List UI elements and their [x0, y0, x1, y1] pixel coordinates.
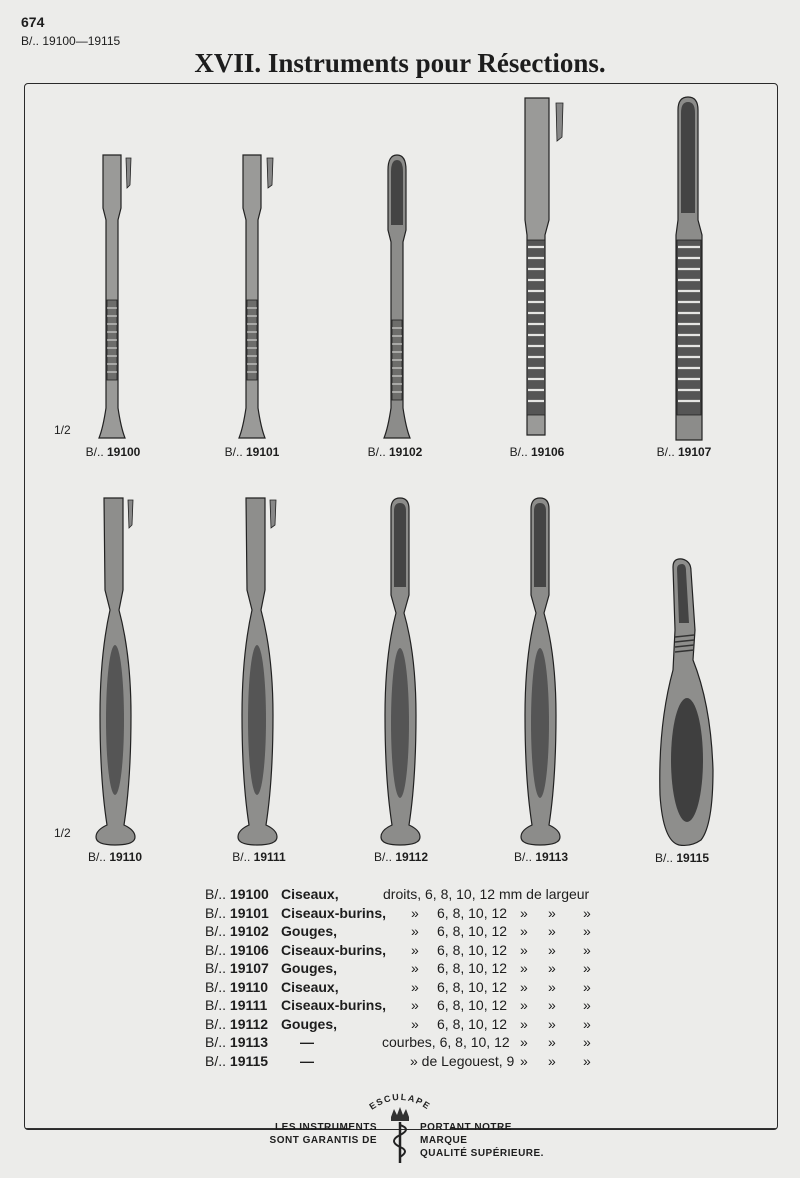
figure-caption: B/.. 19106: [509, 445, 565, 459]
figure-caption: B/.. 19102: [367, 445, 423, 459]
figure-caption: B/.. 19115: [654, 851, 710, 865]
chisel-19110-illustration: [95, 495, 140, 850]
chisel-19101-illustration: [235, 150, 280, 445]
scale-note-top: 1/2: [54, 423, 71, 437]
chisel-19111-illustration: [237, 495, 282, 850]
page-range: B/.. 19100—19115: [21, 34, 121, 48]
gouge-19112-illustration: [380, 495, 422, 850]
figure-caption: B/.. 19100: [85, 445, 141, 459]
figure-caption: B/.. 19107: [656, 445, 712, 459]
page-title: XVII. Instruments pour Résections.: [194, 48, 606, 78]
warranty-text-left: LES INSTRUMENTS SONT GARANTIS DE: [269, 1122, 377, 1146]
figure-caption: B/.. 19110: [87, 850, 143, 864]
spec-qualifier: droits, 6, 8, 10, 12 mm de largeur: [383, 886, 590, 902]
chisel-19106-illustration: [515, 95, 575, 445]
page-number: 674: [21, 14, 45, 30]
spec-name: Ciseaux,: [281, 886, 339, 902]
svg-text:ESCULAPE: ESCULAPE: [367, 1091, 433, 1112]
gouge-19107-illustration: [668, 95, 708, 445]
warranty-text-right: PORTANT NOTRE MARQUE QUALITÉ SUPÉRIEURE.: [420, 1122, 544, 1159]
gouge-19113-illustration: [520, 495, 562, 850]
figure-caption: B/.. 19113: [513, 850, 569, 864]
gouge-19115-illustration: [655, 555, 720, 855]
figure-caption: B/.. 19111: [232, 850, 286, 864]
scale-note-bottom: 1/2: [54, 826, 71, 840]
figure-caption: B/.. 19112: [373, 850, 429, 864]
figure-caption: B/.. 19101: [224, 445, 280, 459]
gouge-19102-illustration: [380, 150, 420, 445]
chisel-19100-illustration: [95, 150, 135, 445]
